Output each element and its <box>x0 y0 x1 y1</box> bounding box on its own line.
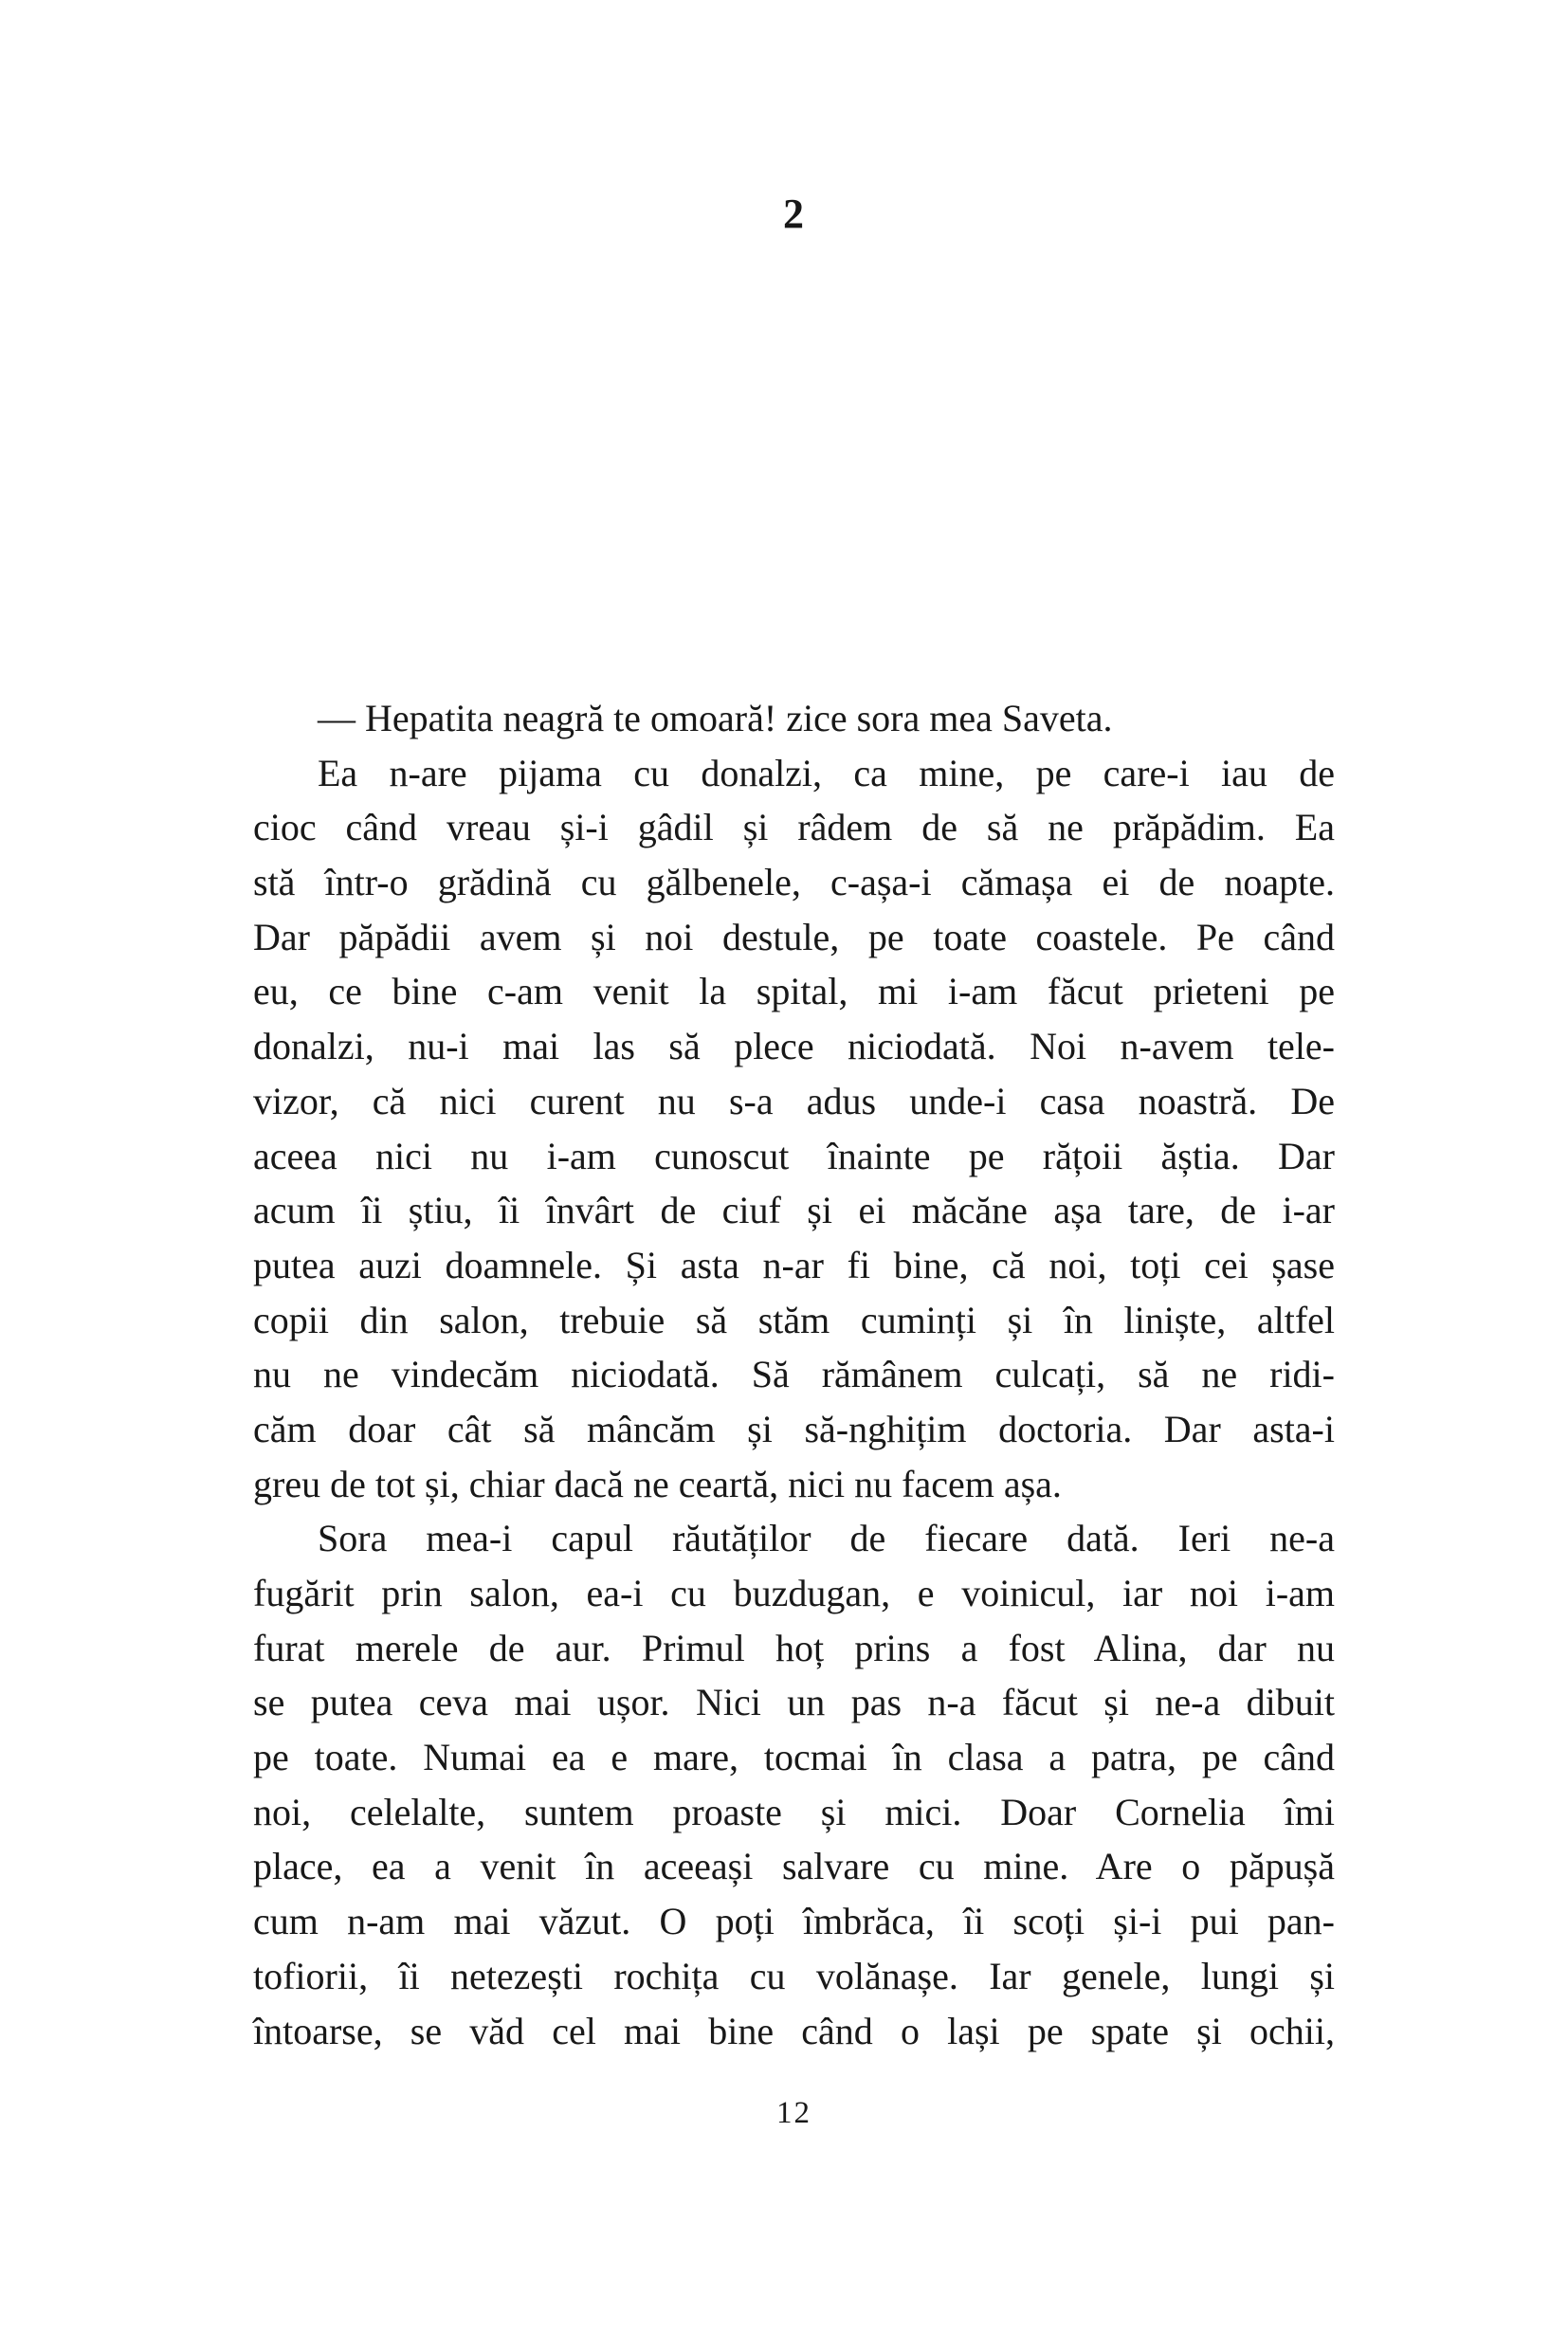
text-line: stă într-o grădină cu gălbenele, c-așa-i cămașa ei de noapte. <box>253 861 1335 904</box>
text-line: pe toate. Numai ea e mare, tocmai în clasa a patra, pe când <box>253 1736 1335 1779</box>
text-line: furat merele de aur. Primul hoț prins a fost Alina, dar nu <box>253 1626 1335 1669</box>
text-line: nu ne vindecăm niciodată. Să rămânem culcați, să ne ridi- <box>253 1353 1335 1396</box>
text-line: copii din salon, trebuie să stăm cuminți și în liniște, altfel <box>253 1298 1335 1341</box>
body-text <box>253 691 1335 2058</box>
text-line: întoarse, se văd cel mai bine când o lași pe spate și ochii, <box>253 2009 1335 2052</box>
text-line: Dar păpădii avem și noi destule, pe toate coastele. Pe când <box>253 915 1335 958</box>
text-line: tofiorii, îi netezești rochița cu volănașe. Iar genele, lungi și <box>253 1954 1335 1997</box>
text-line: cioc când vreau și-i gâdil și râdem de să ne prăpădim. Ea <box>253 806 1335 849</box>
text-line: — Hepatita neagră te omoară! zice sora mea Saveta. <box>318 697 1113 739</box>
text-line: putea auzi doamnele. Și asta n-ar fi bine, că noi, toți cei șase <box>253 1243 1335 1286</box>
text-line: donalzi, nu-i mai las să plece niciodată. Noi n-avem tele- <box>253 1025 1335 1068</box>
text-line: acum îi știu, îi învârt de ciuf și ei măcăne așa tare, de i-ar <box>253 1189 1335 1232</box>
text-line: vizor, că nici curent nu s-a adus unde-i casa noastră. De <box>253 1079 1335 1122</box>
text-line: Ea n-are pijama cu donalzi, ca mine, pe care-i iau de <box>318 751 1335 794</box>
text-line: noi, celelalte, suntem proaste și mici. Doar Cornelia îmi <box>253 1790 1335 1833</box>
chapter-number: 2 <box>783 191 805 237</box>
text-line: fugărit prin salon, ea-i cu buzdugan, e voinicul, iar noi i-am <box>253 1572 1335 1614</box>
text-line: Sora mea-i capul răutăților de fiecare dată. Ieri ne-a <box>318 1517 1335 1560</box>
text-line: eu, ce bine c-am venit la spital, mi i-am făcut prieteni pe <box>253 970 1335 1013</box>
text-line: căm doar cât să mâncăm și să-nghițim doctoria. Dar asta-i <box>253 1407 1335 1450</box>
text-line: greu de tot și, chiar dacă ne ceartă, nici nu facem așa. <box>253 1462 1062 1505</box>
text-line: place, ea a venit în aceeași salvare cu mine. Are o păpușă <box>253 1845 1335 1888</box>
text-line: aceea nici nu i-am cunoscut înainte pe rățoii ăștia. Dar <box>253 1134 1335 1177</box>
text-line: cum n-am mai văzut. O poți îmbrăca, îi scoți și-i pui pan- <box>253 1900 1335 1943</box>
page-number: 12 <box>776 2096 811 2130</box>
text-line: se putea ceva mai ușor. Nici un pas n-a făcut și ne-a dibuit <box>253 1681 1335 1724</box>
